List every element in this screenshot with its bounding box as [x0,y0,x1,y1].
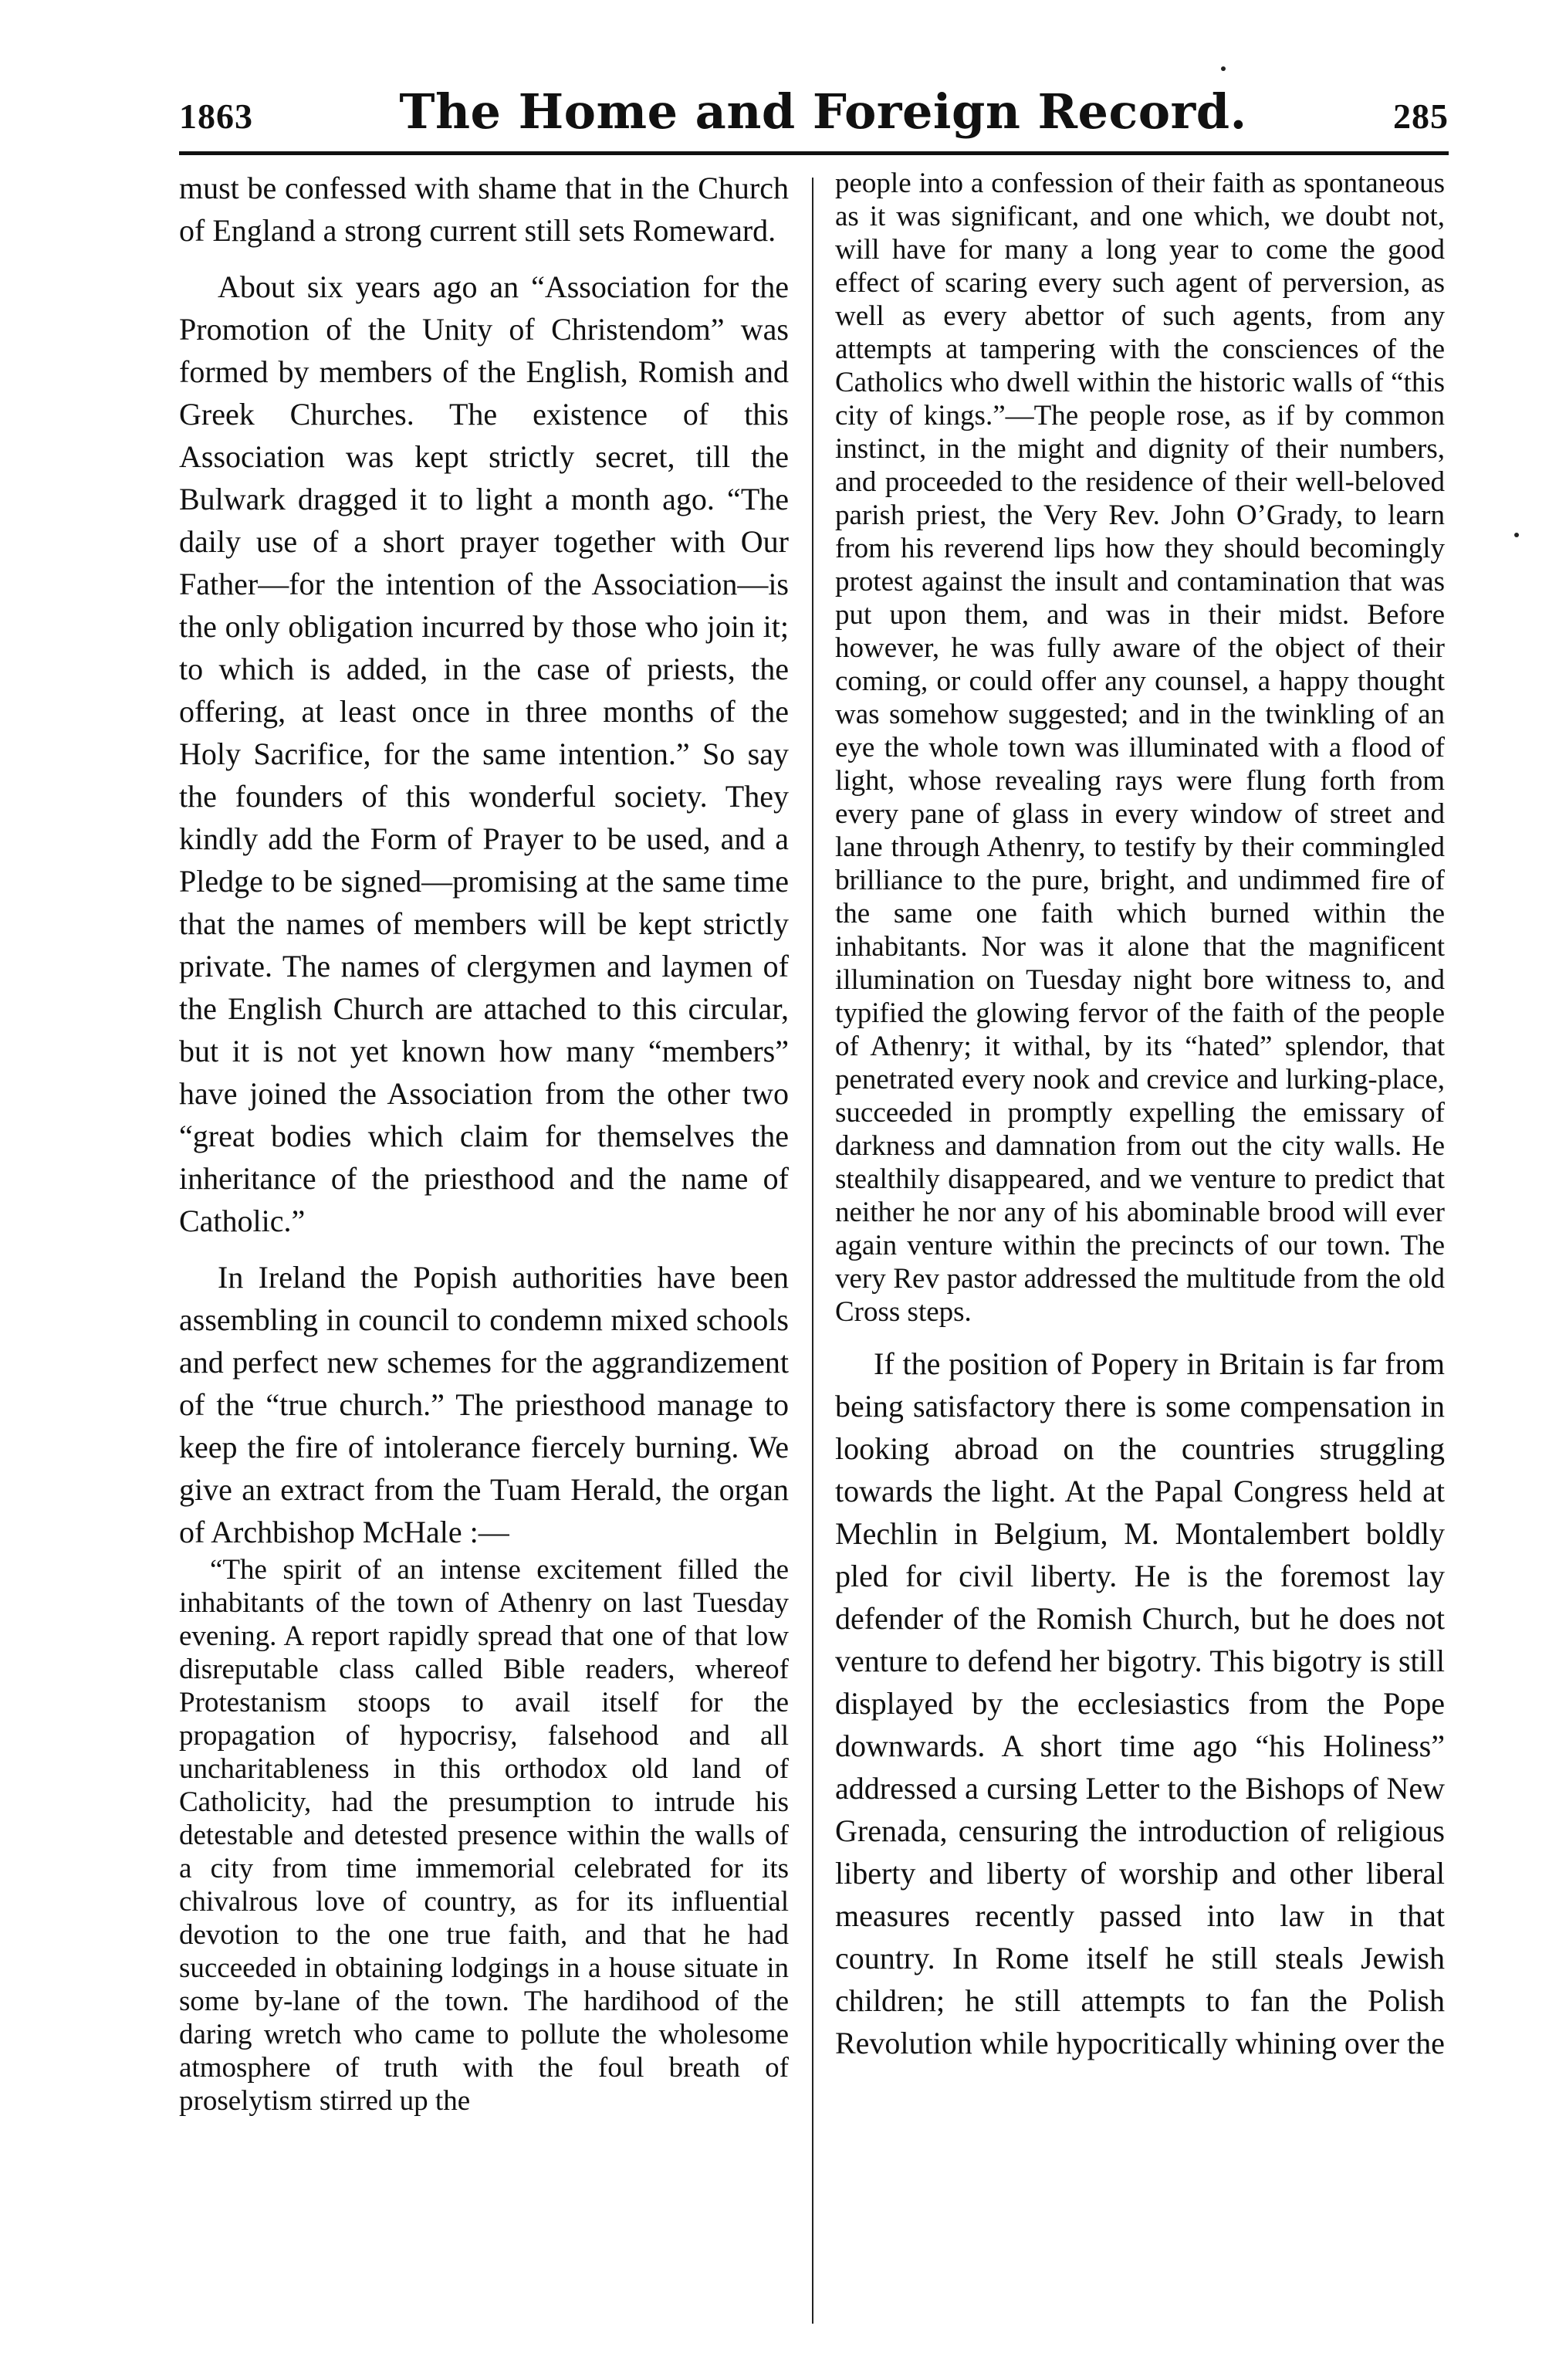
speck-mark [1514,533,1519,537]
running-head [179,83,1449,140]
header-year: 1863 [179,96,253,136]
paragraph-unity-association: About six years ago an “Association for the Promotion of the Unity of Christendom” was formed by members of the English, Romish and Greek Churches. The existence of this Association was kept strictly secret, till the Bulwark dragged it to light a month ago. “The daily use of a short prayer together with Our Father—for the intention of the Association—is the only obligation incurred by those who join it; to which is added, in the case of priests, the offering, at least once in three months of the Holy Sacrifice, for the same intention.” So say the founders of this wonderful society. They kindly add the Form of Prayer to be used, and a Pledge to be signed—promising at the same time that the names of members will be kept strictly private. The names of clergymen and laymen of the English Church are attached to this circular, but it is not yet known how many “members” have joined the Association from the other two “great bodies which claim for themselves the inheritance of the priesthood and the name of Catholic.” [179,269,789,1238]
paragraph-ireland: In Ireland the Popish authorities have been assembling in council to condemn mixed schools and perfect new schemes for the aggrandizement of the “true church.” The priesthood manage to keep the fire of intolerance fiercely burning. We give an extract from the Tuam Herald, the organ of Archbishop McHale :— [179,1260,789,1549]
speck-mark [1221,66,1226,71]
header-title: The Home and Foreign Record. [399,83,1247,140]
quote-tuam-herald: “The spirit of an intense excitement filled the inhabitants of the town of Athenry on last Tuesday evening. A report rapidly spread that one of that low disreputable class called Bible readers, whereof Protestanism stoops to avail itself for the propagation of hypocrisy, falsehood and all uncharitableness in this orthodox old land of Catholicity, had the presumption to intrude his detestable and detested presence within the walls of a city from time immemorial celebrated for its chivalrous love of country, as for its influential devotion to the one true faith, and that he had succeeded in obtaining lodgings in a house situate in some by-lane of the town. The hardihood of the daring wretch who came to pollute the wholesome atmosphere of truth with the foul breath of proselytism stirred up the [179,1554,789,2117]
right-column [835,167,1445,2064]
paragraph-popery-abroad: If the position of Popery in Britain is far from being satisfactory there is some compensation in looking abroad on the countries struggling towards the light. At the Papal Congress held at Mechlin in Belgium, M. Montalembert boldly pled for civil liberty. He is the foremost lay defender of the Romish Church, but he does not venture to defend her bigotry. This bigotry is still displayed by the ecclesiastics from the Pope downwards. A short time ago “his Holiness” addressed a cursing Letter to the Bishops of New Grenada, censuring the introduction of religious liberty and liberty of worship and other liberal measures recently passed into law in that country. In Rome itself he still steals Jewish children; he still attempts to fan the Polish Revolution while hypocritically whining over the [835,1346,1445,2060]
header-page-number: 285 [1393,96,1449,136]
left-column [179,167,789,2118]
quote-tuam-herald-continued: people into a confession of their faith as spontaneous as it was significant, and one which, we doubt not, will have for many a long year to come the good effect of scaring every such agent of perversion, as well as every abettor of such agents, from any attempts at tampering with the consciences of the Catholics who dwell within the historic walls of “this city of kings.”—The people rose, as if by common instinct, in the might and dignity of their numbers, and proceeded to the residence of their well-beloved parish priest, the Very Rev. John O’Grady, to learn from his reverend lips how they should becomingly protest against the insult and contamination that was put upon them, and was in their midst. Before however, he was fully aware of the object of their coming, or could offer any counsel, a happy thought was somehow suggested; and in the twinkling of an eye the whole town was illuminated with a flood of light, whose revealing rays were flung forth from every pane of glass in every window of street and lane through Athenry, to testify by their commingled brilliance to the pure, bright, and undimmed fire of the same one faith which burned within the inhabitants. Nor was it alone that the magnificent illumination on Tuesday night bore witness to, and typified the glowing fervor of the faith of the people of Athenry; it withal, by its “hated” splendor, that penetrated every nook and crevice and lurking-place, succeeded in promptly expelling the emissary of darkness and damnation from out the city walls. He stealthily disappeared, and we venture to predict that neither he nor any of his abominable brood will ever again venture within the precincts of our town. The very Rev pastor addressed the multitude from the old Cross steps. [835,168,1445,1328]
column-divider [812,178,813,2324]
paragraph-church-of-england: must be confessed with shame that in the Church of England a strong current still sets Romeward. [179,171,789,248]
header-rule [179,151,1449,155]
